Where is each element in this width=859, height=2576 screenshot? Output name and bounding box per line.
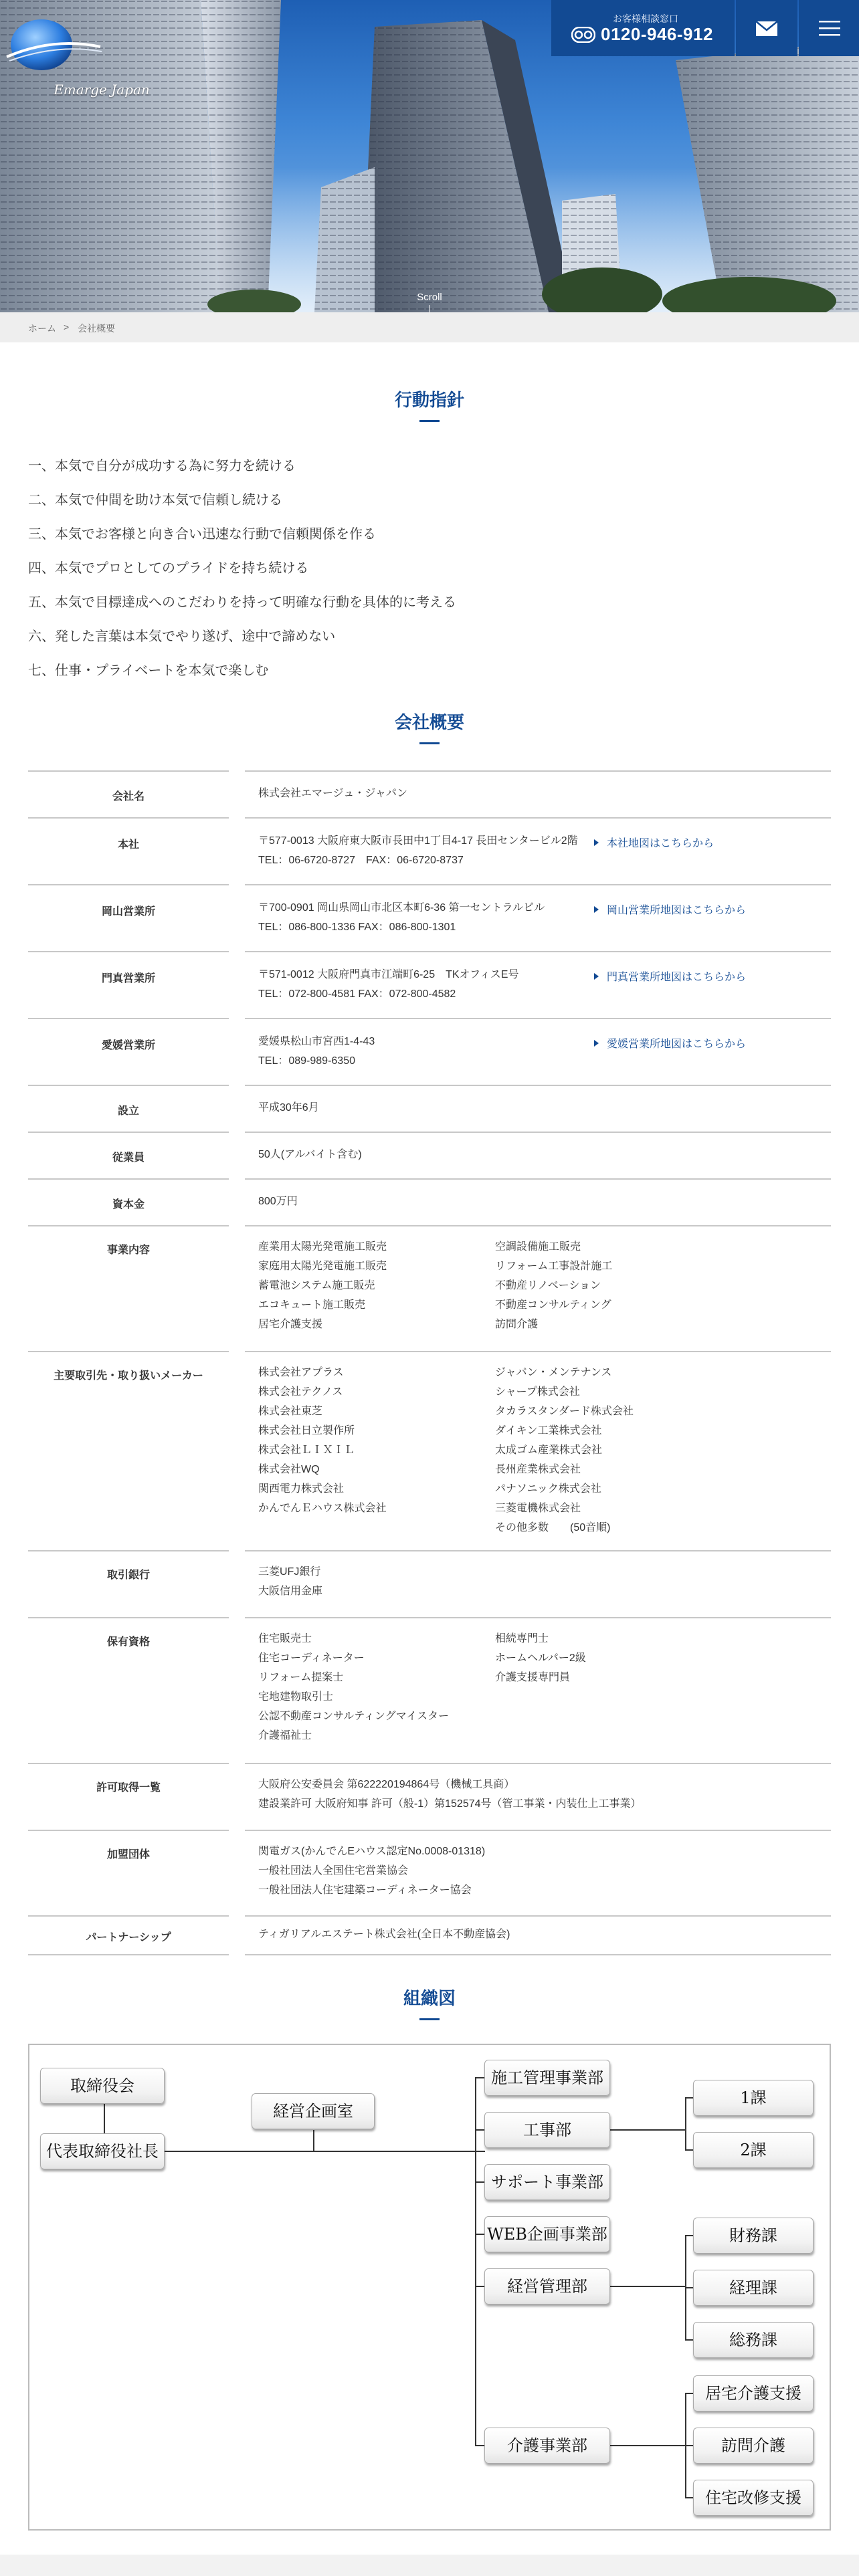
okayama-address: 〒700-0901 岡山県岡山市北区本町6-36 第一セントラルビル xyxy=(258,902,545,914)
principle-item: 二、本気で仲間を助け本気で信頼し続ける xyxy=(28,493,282,508)
kadoma-address: 〒571-0012 大阪府門真市江端町6-25 TKオフィスE号 xyxy=(258,969,519,980)
license-item: 住宅販売士 xyxy=(258,1633,312,1644)
permit-item: 建設業許可 大阪府知事 許可（般-1）第152574号（管工事業・内装仕上工事業） xyxy=(258,1798,642,1810)
business-item: 家庭用太陽光発電施工販売 xyxy=(258,1261,387,1272)
license-item: ホームヘルパー2級 xyxy=(495,1652,586,1664)
capital-value: 800万円 xyxy=(258,1196,298,1207)
principles-title-bar xyxy=(419,420,440,422)
ehime-map-link[interactable] xyxy=(594,1035,746,1051)
license-item: リフォーム提案士 xyxy=(258,1672,344,1683)
employees-value: 50人(アルバイト含む) xyxy=(258,1149,362,1160)
breadcrumb xyxy=(0,312,859,342)
kadoma-tel: TEL：072-800-4581 FAX：072-800-4582 xyxy=(258,988,456,1000)
permit-item: 大阪府公安委員会 第622220194864号（機械工具商） xyxy=(258,1779,515,1790)
partner-item: ジャパン・メンテナンス xyxy=(495,1367,612,1378)
partner-item: パナソニック株式会社 xyxy=(495,1483,601,1495)
row-label-employees: 従業員 xyxy=(112,1152,145,1164)
org-support: サポート事業部 xyxy=(484,2164,610,2200)
row-label-groups: 加盟団体 xyxy=(106,1849,150,1860)
principle-item: 四、本気でプロとしてのプライドを持ち続ける xyxy=(28,561,309,576)
group-item: 一般社団法人住宅建築コーディネーター協会 xyxy=(258,1885,472,1896)
okayama-tel: TEL：086-800-1336 FAX：086-800-1301 xyxy=(258,922,456,933)
partner-item: 三菱電機株式会社 xyxy=(495,1503,581,1514)
org-management: 経営管理部 xyxy=(484,2268,610,2304)
business-item: 居宅介護支援 xyxy=(258,1319,323,1330)
license-item: 介護支援専門員 xyxy=(495,1672,571,1683)
row-label-licenses: 保有資格 xyxy=(106,1636,150,1648)
breadcrumb-current: 会社概要 xyxy=(78,323,115,334)
logo-text[interactable]: Emarge Japan xyxy=(54,82,150,98)
group-item: 一般社団法人全国住宅営業協会 xyxy=(258,1865,409,1876)
partner-item: かんでんＥハウス株式会社 xyxy=(258,1503,387,1514)
license-item: 住宅コーディネーター xyxy=(258,1652,365,1664)
arrow-right-icon xyxy=(594,839,599,846)
row-label-okayama: 岡山営業所 xyxy=(101,906,155,918)
ehime-tel: TEL：089-989-6350 xyxy=(258,1055,355,1067)
company-title-bar xyxy=(419,742,440,744)
partner-item: 長州産業株式会社 xyxy=(495,1464,581,1475)
okayama-map-link[interactable] xyxy=(594,901,746,917)
business-item: 産業用太陽光発電施工販売 xyxy=(258,1241,387,1253)
row-label-founded: 設立 xyxy=(117,1105,139,1117)
row-label-partnership: パートナーシップ xyxy=(86,1932,171,1943)
business-item: 空調設備施工販売 xyxy=(495,1241,581,1253)
partner-item: 株式会社テクノス xyxy=(258,1386,343,1398)
ehime-address: 愛媛県松山市宮西1-4-43 xyxy=(258,1036,375,1047)
partner-item: 株式会社ＬＩＸＩＬ xyxy=(258,1444,355,1456)
partner-item: ダイキン工業株式会社 xyxy=(495,1425,602,1436)
principle-item: 六、発した言葉は本気でやり遂げ、途中で諦めない xyxy=(28,629,336,644)
founded-value: 平成30年6月 xyxy=(258,1102,319,1113)
partner-item: 株式会社日立製作所 xyxy=(258,1425,355,1436)
business-item: 訪問介護 xyxy=(495,1319,539,1330)
company-name-value: 株式会社エマージュ・ジャパン xyxy=(258,788,408,799)
partner-item: 太成ゴム産業株式会社 xyxy=(495,1444,603,1456)
principles-title: 行動指針 xyxy=(394,390,464,410)
license-item: 宅地建物取引士 xyxy=(258,1691,334,1703)
row-label-hq: 本社 xyxy=(117,839,139,851)
row-label-capital: 資本金 xyxy=(112,1199,145,1210)
license-item: 相続専門士 xyxy=(495,1633,549,1644)
org-title: 組織図 xyxy=(403,1988,456,2008)
row-label-permits: 許可取得一覧 xyxy=(96,1782,161,1794)
license-item: 介護福祉士 xyxy=(258,1730,312,1741)
mail-button[interactable] xyxy=(736,0,797,56)
business-item: 蓄電池システム施工販売 xyxy=(258,1280,375,1291)
partner-item: 関西電力株式会社 xyxy=(258,1483,345,1495)
hq-tel: TEL：06-6720-8727 FAX：06-6720-8737 xyxy=(258,855,464,866)
partner-item: その他多数 (50音順) xyxy=(495,1522,611,1533)
org-finance: 財務課 xyxy=(693,2218,814,2254)
okayama-map-link-label: 岡山営業所地図はこちらから xyxy=(607,905,747,916)
row-label-banks: 取引銀行 xyxy=(106,1570,150,1581)
business-item: エコキュート施工販売 xyxy=(258,1299,366,1311)
logo-globe-icon xyxy=(0,0,107,87)
hq-address: 〒577-0013 大阪府東大阪市長田中1丁目4-17 長田センタービル2階 xyxy=(258,835,578,847)
tel-label: お客様相談窓口 xyxy=(613,13,678,24)
bank-item: 三菱UFJ銀行 xyxy=(258,1566,321,1578)
breadcrumb-separator: > xyxy=(64,322,70,332)
group-item: 関電ガス(かんでんEハウス認定No.0008-01318) xyxy=(258,1846,486,1857)
row-label-partners: 主要取引先・取り扱いメーカー xyxy=(54,1370,203,1382)
scroll-indicator: Scroll xyxy=(417,292,442,303)
kadoma-map-link-label: 門真営業所地図はこちらから xyxy=(607,972,747,983)
footer-strip xyxy=(0,2555,859,2576)
org-title-bar xyxy=(419,2018,440,2020)
business-item: 不動産リノベーション xyxy=(495,1280,601,1291)
org-visiting-care: 訪問介護 xyxy=(693,2428,814,2464)
arrow-right-icon xyxy=(594,1040,599,1047)
ehime-map-link-label: 愛媛営業所地図はこちらから xyxy=(607,1039,747,1050)
org-construction-mgmt: 施工管理事業部 xyxy=(484,2060,610,2096)
hq-map-link-label: 本社地図はこちらから xyxy=(607,838,714,849)
org-general: 総務課 xyxy=(693,2322,814,2358)
freedial-icon xyxy=(571,27,595,43)
row-label-company-name: 会社名 xyxy=(112,791,145,802)
row-label-business: 事業内容 xyxy=(106,1245,150,1256)
hamburger-icon xyxy=(818,16,842,40)
tel-number: 0120-946-912 xyxy=(601,24,713,44)
org-board: 取締役会 xyxy=(40,2068,165,2104)
menu-button[interactable] xyxy=(799,0,859,56)
row-label-ehime: 愛媛営業所 xyxy=(101,1040,155,1051)
partner-item: 株式会社東芝 xyxy=(258,1406,323,1417)
hq-map-link[interactable] xyxy=(594,835,714,850)
license-item: 公認不動産コンサルティングマイスター xyxy=(258,1711,450,1722)
arrow-right-icon xyxy=(594,973,599,980)
org-care: 介護事業部 xyxy=(484,2428,610,2464)
principle-item: 一、本気で自分が成功する為に努力を続ける xyxy=(28,459,296,473)
business-item: リフォーム工事設計施工 xyxy=(495,1261,613,1272)
partner-item: タカラスタンダード株式会社 xyxy=(495,1406,634,1417)
org-accounting: 経理課 xyxy=(693,2270,814,2306)
business-item: 不動産コンサルティング xyxy=(495,1299,611,1311)
bank-item: 大阪信用金庫 xyxy=(258,1586,323,1597)
org-section1: 1課 xyxy=(693,2080,814,2116)
scroll-indicator-line xyxy=(429,305,430,312)
partnership-value: ティガリアルエステート株式会社(全日本不動産協会) xyxy=(258,1929,510,1940)
org-home-care: 居宅介護支援 xyxy=(693,2375,814,2411)
principle-item: 五、本気で目標達成へのこだわりを持って明確な行動を具体的に考える xyxy=(28,595,456,610)
partner-item: 株式会社アプラス xyxy=(258,1367,344,1378)
principle-item: 三、本気でお客様と向き合い迅速な行動で信頼関係を作る xyxy=(28,527,376,542)
header-tel-button[interactable] xyxy=(551,0,735,56)
arrow-right-icon xyxy=(594,906,599,913)
org-construction: 工事部 xyxy=(484,2112,610,2148)
row-label-kadoma: 門真営業所 xyxy=(101,973,155,984)
breadcrumb-home[interactable]: ホーム xyxy=(28,323,56,334)
org-planning: 経営企画室 xyxy=(252,2093,375,2129)
partner-item: シャープ株式会社 xyxy=(495,1386,580,1398)
kadoma-map-link[interactable] xyxy=(594,968,746,984)
mail-icon xyxy=(755,16,779,40)
partner-item: 株式会社WQ xyxy=(258,1464,320,1475)
company-title: 会社概要 xyxy=(394,712,464,732)
org-section2: 2課 xyxy=(693,2132,814,2168)
org-renovation: 住宅改修支援 xyxy=(693,2480,814,2516)
org-president: 代表取締役社長 xyxy=(40,2133,165,2169)
principle-item: 七、仕事・プライベートを本気で楽しむ xyxy=(28,663,269,678)
org-web: WEB企画事業部 xyxy=(484,2216,610,2252)
